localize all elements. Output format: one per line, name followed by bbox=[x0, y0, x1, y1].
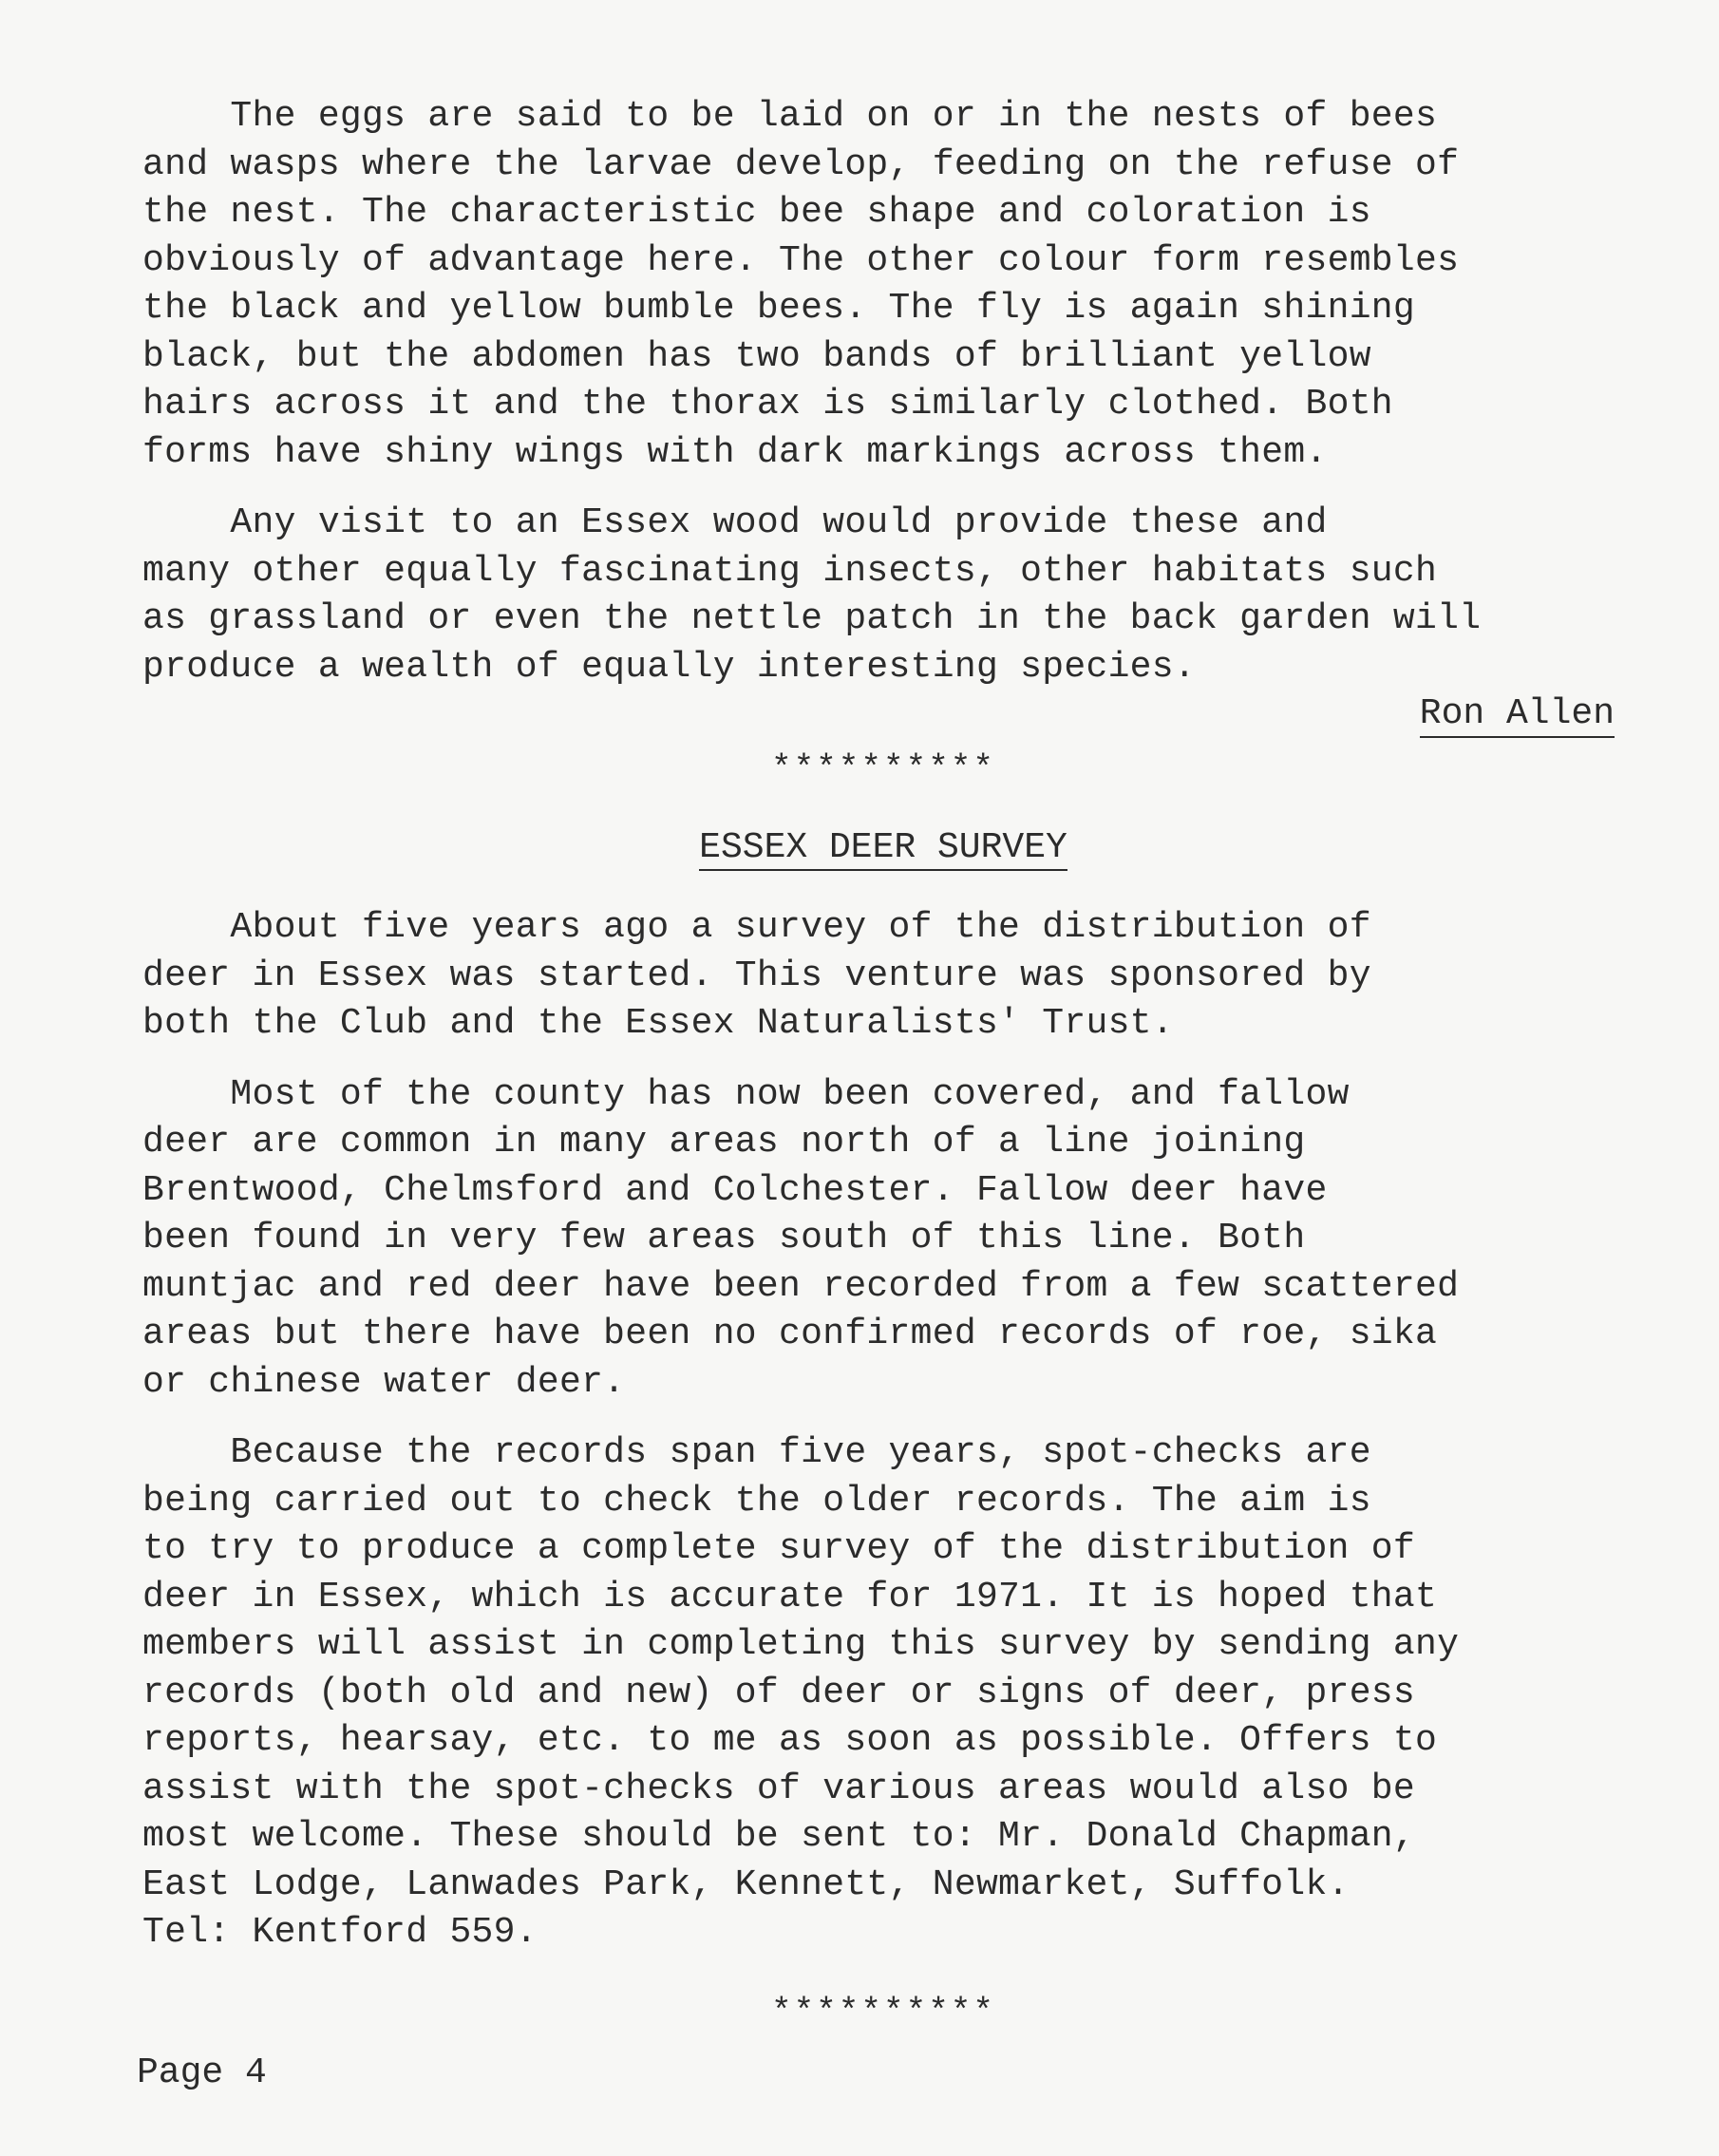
body-paragraph: Any visit to an Essex wood would provide these and many other equally fascinating insects, other habitats such as grassland or even the nettle patch in the back garden will produce a wealth of equally interesting species. bbox=[142, 502, 1482, 688]
page-body bbox=[142, 93, 1624, 2035]
author-signature bbox=[142, 691, 1624, 737]
section-separator: ********** bbox=[770, 749, 996, 788]
article-title: ESSEX DEER SURVEY bbox=[699, 827, 1067, 871]
body-paragraph: Because the records span five years, spot-checks are being carried out to check the older records. The aim is to try to produce a complete survey of the distribution of deer in Essex, which is accurate for 1971. It is hoped that members will assist in completing this survey by sending any records (both old and new) of deer or signs of deer, press reports, hearsay, etc. to me as soon as possible. Offers to assist with the spot-checks of various areas would also be most welcome. These should be sent to: Mr. Donald Chapman, East Lodge, Lanwades Park, Kennett, Newmarket, Suffolk. Tel: Kentford 559. bbox=[142, 1432, 1460, 1953]
body-paragraph: The eggs are said to be laid on or in the nests of bees and wasps where the larvae develop, feeding on the refuse of the nest. The characteristic bee shape and coloration is obviously of advantage here. The other colour form resembles the black and yellow bumble bees. The fly is again shining black, but the abdomen has two bands of brilliant yellow hairs across it and the thorax is similarly clothed. Both forms have shiny wings with dark markings across them. bbox=[142, 96, 1460, 473]
section-separator: ********** bbox=[770, 1992, 996, 2032]
body-paragraph: About five years ago a survey of the distribution of deer in Essex was started. This venture was sponsored by both the Club and the Essex Naturalists' Trust. bbox=[142, 907, 1371, 1044]
author-name: Ron Allen bbox=[1420, 693, 1615, 738]
article-heading bbox=[142, 824, 1624, 872]
page-number: Page 4 bbox=[137, 2052, 267, 2093]
body-paragraph: Most of the county has now been covered, and fallow deer are common in many areas north of a line joining Brentwood, Chelmsford and Colchester. Fallow deer have been found in very few areas south of this line. Both muntjac and red deer have been recorded from a few scattered areas but there have been no confirmed records of roe, sika or chinese water deer. bbox=[142, 1073, 1460, 1403]
